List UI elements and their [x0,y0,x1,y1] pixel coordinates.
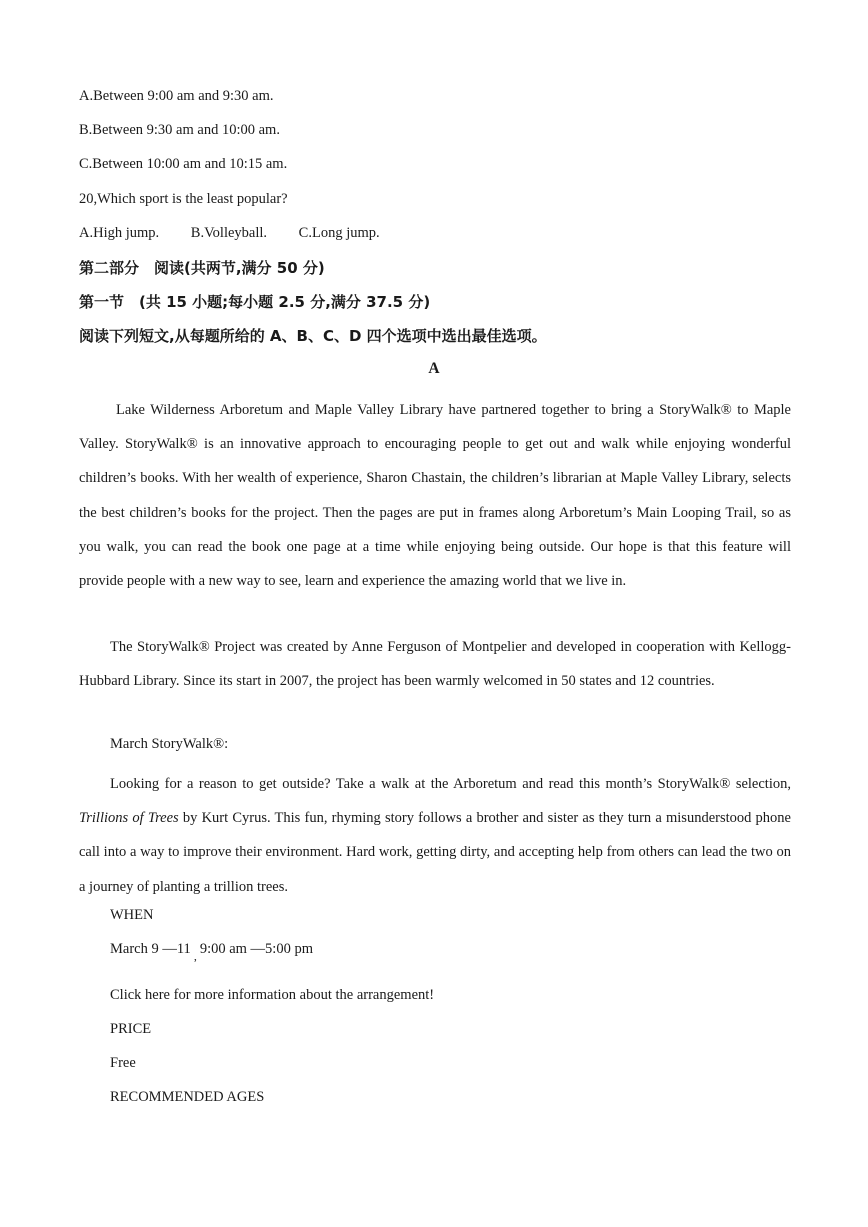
q20-option-c: C.Long jump. [298,225,380,241]
subsection-heading: 第一节 (共 15 小题;每小题 2.5 分,满分 37.5 分) [79,293,431,311]
q20-option-b: B.Volleyball. [190,225,268,241]
when-details [110,941,313,963]
passage-label: A [428,360,440,377]
q20-option-a: A.High jump. [79,225,160,241]
when-label: WHEN [110,907,154,923]
instruction-text: 阅读下列短文,从每题所给的 A、B、C、D 四个选项中选出最佳选项。 [79,327,547,345]
when-date: March 9 —11 [110,941,191,957]
passage-paragraph-1: Lake Wilderness Arboretum and Maple Valley Library have partnered together to bring a StoryWalk® to Maple Valley. StoryWalk® is an innovative approach to encouraging people to get out and walk while enjoying wonderful children’s books. With her wealth of experience, Sharon Chastain, the children’s librarian at Maple Valley Library, selects the best children’s books for the project. Then the pages are put in frames along Arboretum’s Main Looping Trail, so as you walk, you can read the book one page at a time while enjoying being outside. Our hope is that this feature will provide people with a new way to see, learn and experience the amazing world that we live in. [79,402,791,590]
price-label: PRICE [110,1021,152,1037]
q19-option-a: A.Between 9:00 am and 9:30 am. [79,88,274,104]
book-title: Trillions of Trees [79,810,179,827]
march-storywalk-heading: March StoryWalk®: [110,736,229,752]
q19-option-b: B.Between 9:30 am and 10:00 am. [79,122,280,138]
when-comma: , [193,949,197,963]
passage-paragraph-2: The StoryWalk® Project was created by Anne Ferguson of Montpelier and developed in cooperation with Kellogg-Hubbard Library. Since its start in 2007, the project has been warmly welcomed in 50 states and 12 countries. [79,639,791,690]
more-info-link[interactable]: Click here for more information about the arrangement! [110,987,435,1003]
when-time: 9:00 am —5:00 pm [199,941,313,957]
para3-text-before: Looking for a reason to get outside? Take a walk at the Arboretum and read this month’s StoryWalk® selection, [110,776,791,792]
q20-stem: 20,Which sport is the least popular? [79,191,288,207]
passage-paragraph-3 [79,767,791,904]
part-heading: 第二部分 阅读(共两节,满分 50 分) [79,259,325,277]
q19-option-c: C.Between 10:00 am and 10:15 am. [79,156,288,172]
q20-options [79,225,380,242]
para3-text-after: by Kurt Cyrus. This fun, rhyming story follows a brother and sister as they turn a misunderstood phone call into a way to improve their environment. Hard work, getting dirty, and accepting help from others can lead the two on a journey of planting a trillion trees. [79,810,791,895]
price-value: Free [110,1055,136,1071]
recommended-ages-label: RECOMMENDED AGES [110,1089,265,1105]
